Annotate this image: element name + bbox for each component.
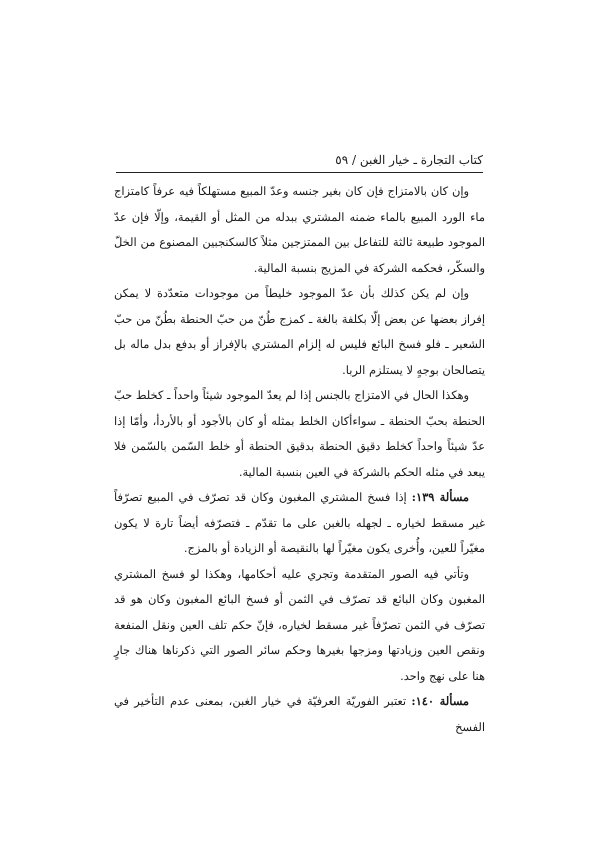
- issue-label: مسألة ١٣٩:: [411, 490, 469, 504]
- body-text: [114, 179, 485, 740]
- paragraph: [114, 562, 485, 690]
- header-divider: [116, 172, 483, 173]
- paragraph: [114, 383, 485, 485]
- paragraph-text: وتأتي فيه الصور المتقدمة وتجري عليه أحكامها، وهكذا لو فسخ المشتري المغبون وكان البائع قد تصرّف في الثمن أو فسخ البائع المغبون وكان هو قد تصرّف في الثمن تصرّفاً غير مسقط لخياره، فإنّ حكم تلف العين ونقل المنفعة ونقص العين وزيادتها ومزجها بغيرها وحكم سائر الصور التي ذكرناها هناك جارٍ هنا على نهج واحد.: [114, 566, 485, 683]
- paragraph-text: إذا فسخ المشتري المغبون وكان قد تصرّف في المبيع تصرّفاً غير مسقط لخياره ـ لجهله بالغبن على ما تقدّم ـ فتصرّفه أيضاً تارة لا يكون مغيّراً للعين، وأُخرى يكون مغيّراً لها بالنقيصة أو الزيادة أو بالمزج.: [114, 490, 485, 555]
- paragraph-text: وإن لم يكن كذلك بأن عدّ الموجود خليطاً من موجودات متعدّدة لا يمكن إفراز بعضها عن بعض إلّا بكلفة بالغة ـ كمزج طُنّ من حبّ الحنطة بطُنّ من حبّ الشعير ـ فلو فسخ البائع فليس له إلزام المشتري بالإفراز أو بدفع بدل ماله بل يتصالحان بوجهٍ لا يستلزم الربا.: [114, 286, 485, 377]
- paragraph: [114, 179, 485, 281]
- running-header: [116, 150, 483, 172]
- issue-paragraph: [114, 689, 485, 740]
- issue-label: مسألة ١٤٠:: [411, 694, 469, 708]
- paragraph-text: تعتبر الفوريّة العرفيّة في خيار الغبن، بمعنى عدم التأخير في الفسخ: [114, 694, 485, 734]
- running-title: كتاب التجارة ـ خيار الغبن / ٥٩: [335, 153, 483, 167]
- paragraph: [114, 281, 485, 383]
- issue-paragraph: [114, 485, 485, 562]
- paragraph-text: وإن كان بالامتزاج فإن كان بغير جنسه وعدّ المبيع مستهلكاً فيه عرفاً كامتزاج ماء الورد المبيع بالماء ضمنه المشتري ببدله من المثل أو القيمة، وإلّا فإن عدّ الموجود طبيعة ثالثة للتفاعل بين الممتزجين مثلاً كالسكنجبين المصنوع من الخلّ والسكّر، فحكمه الشركة في المزيج بنسبة المالية.: [114, 184, 485, 275]
- paragraph-text: وهكذا الحال في الامتزاج بالجنس إذا لم يعدّ الموجود شيئاً واحداً ـ كخلط حبّ الحنطة بحبّ الحنطة ـ سواءأكان الخلط بمثله أو كان بالأجود أو بالأردأ، وأمّا إذا عدّ شيئاً واحداً كخلط دقيق الحنطة بدقيق الحنطة أو خلط السّمن بالسّمن فلا يبعد في مثله الحكم بالشركة في العين بنسبة المالية.: [114, 388, 485, 479]
